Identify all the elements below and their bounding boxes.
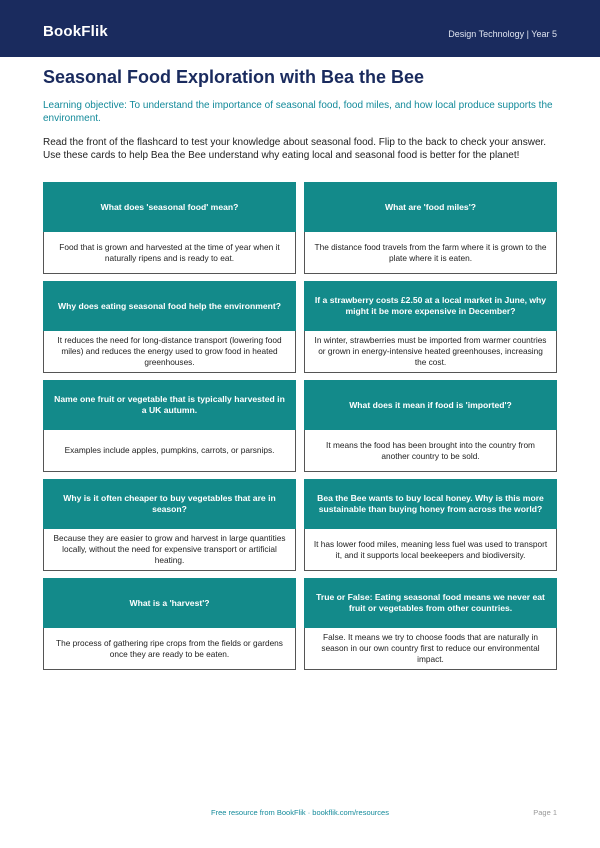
page-header <box>0 0 600 57</box>
flashcard-grid <box>43 182 557 677</box>
flashcard[interactable] <box>43 281 296 373</box>
flashcard-row <box>43 578 557 670</box>
flashcard-row <box>43 281 557 373</box>
flashcard-answer: In winter, strawberries must be imported from warmer countries or grown in energy-intensive heated greenhouses, increasing the cost. <box>304 331 557 373</box>
flashcard-answer: Because they are easier to grow and harvest in large quantities locally, without the need for expensive transport or artificial heating. <box>43 529 296 571</box>
flashcard[interactable] <box>304 182 557 274</box>
flashcard-answer: Examples include apples, pumpkins, carrots, or parsnips. <box>43 430 296 472</box>
flashcard[interactable] <box>304 380 557 472</box>
flashcard[interactable] <box>43 182 296 274</box>
flashcard-question: True or False: Eating seasonal food means we never eat fruit or vegetables from other countries. <box>304 578 557 628</box>
flashcard-answer: Food that is grown and harvested at the time of year when it naturally ripens and is ready to eat. <box>43 232 296 274</box>
flashcard-question: What is a 'harvest'? <box>43 578 296 628</box>
page-title: Seasonal Food Exploration with Bea the Bee <box>43 67 425 87</box>
flashcard-answer: It has lower food miles, meaning less fuel was used to transport it, and it supports local beekeepers and biodiversity. <box>304 529 557 571</box>
flashcard-question: Bea the Bee wants to buy local honey. Why is this more sustainable than buying honey from across the world? <box>304 479 557 529</box>
flashcard[interactable] <box>43 380 296 472</box>
intro-text: Read the front of the flashcard to test your knowledge about seasonal food. Flip to the back to check your answer. Use these cards to help Bea the Bee understand why eating local and seasonal food is better for the planet! <box>43 137 547 161</box>
flashcard-answer: The distance food travels from the farm where it is grown to the plate where it is eaten. <box>304 232 557 274</box>
flashcard[interactable] <box>304 281 557 373</box>
flashcard-question: What are 'food miles'? <box>304 182 557 232</box>
learning-objective: Learning objective: To understand the importance of seasonal food, food miles, and how local produce supports the environment. <box>43 100 553 124</box>
flashcard[interactable] <box>43 479 296 571</box>
flashcard-question: Name one fruit or vegetable that is typically harvested in a UK autumn. <box>43 380 296 430</box>
flashcard-question: Why does eating seasonal food help the environment? <box>43 281 296 331</box>
flashcard-question: What does 'seasonal food' mean? <box>43 182 296 232</box>
subject-year-label: Design Technology | Year 5 <box>448 29 557 39</box>
flashcard-answer: False. It means we try to choose foods that are naturally in season in our own country first to reduce our environmental impact. <box>304 628 557 670</box>
flashcard-answer: It means the food has been brought into the country from another country to be sold. <box>304 430 557 472</box>
flashcard-question: If a strawberry costs £2.50 at a local market in June, why might it be more expensive in December? <box>304 281 557 331</box>
flashcard-answer: It reduces the need for long-distance transport (lowering food miles) and reduces the energy used to grow food in heated greenhouses. <box>43 331 296 373</box>
flashcard-question: Why is it often cheaper to buy vegetables that are in season? <box>43 479 296 529</box>
flashcard[interactable] <box>43 578 296 670</box>
flashcard-row <box>43 380 557 472</box>
flashcard-question: What does it mean if food is 'imported'? <box>304 380 557 430</box>
flashcard-row <box>43 479 557 571</box>
page-number: Page 1 <box>533 808 557 817</box>
flashcard-row <box>43 182 557 274</box>
flashcard-answer: The process of gathering ripe crops from the fields or gardens once they are ready to be eaten. <box>43 628 296 670</box>
flashcard[interactable] <box>304 479 557 571</box>
flashcard[interactable] <box>304 578 557 670</box>
brand-logo[interactable]: BookFlik <box>43 23 108 40</box>
footer-link[interactable]: Free resource from BookFlik · bookflik.com/resources <box>211 808 389 817</box>
